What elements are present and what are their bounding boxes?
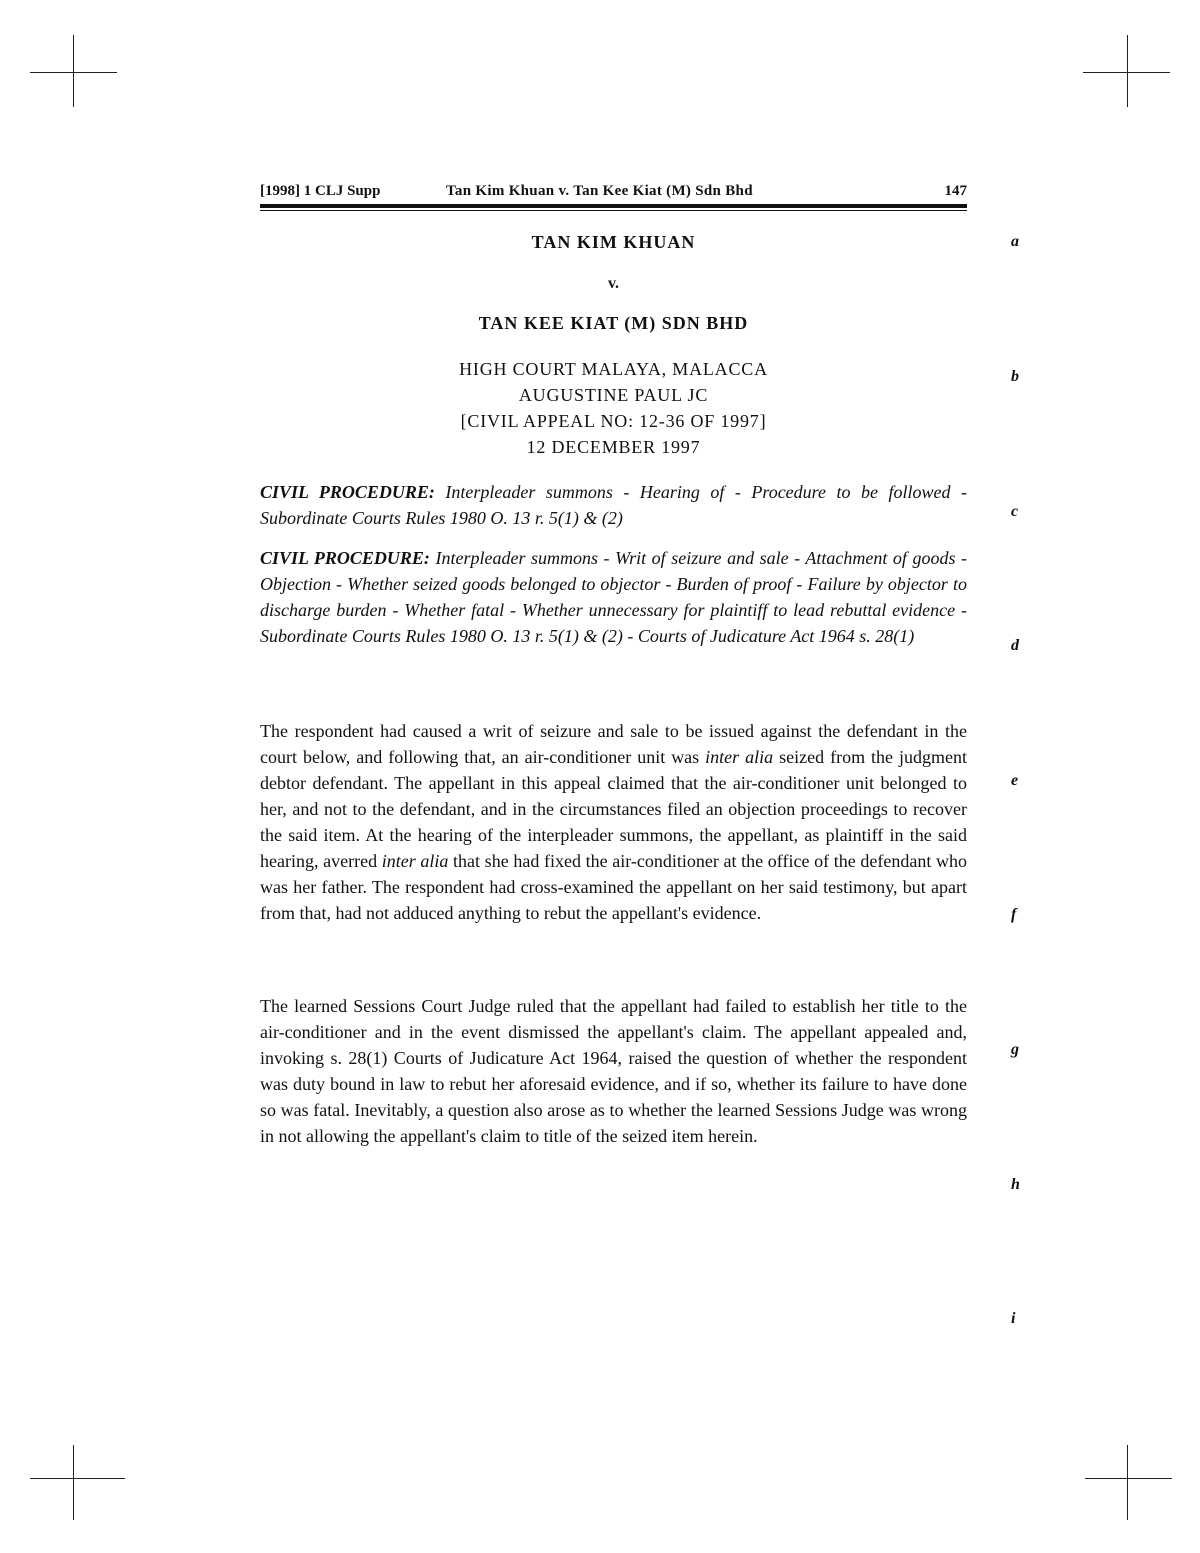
crop-mark-bottom-right-h [1085, 1478, 1172, 1479]
margin-letter-a: a [1011, 233, 1019, 250]
crop-mark-top-left-v [73, 35, 74, 107]
respondent-name: TAN KEE KIAT (M) SDN BHD [478, 313, 749, 333]
header-citation: [1998] 1 CLJ Supp [260, 183, 381, 199]
margin-letter-b: b [1011, 368, 1019, 385]
header-rule-thick [260, 204, 967, 208]
catchword-head: CIVIL PROCEDURE: [260, 482, 435, 502]
paragraph-text: that she had fixed the air-conditioner at the office of the defendant who was her father. The respondent had cross-examined the appellant on her said testimony, but apart from that, had not adduced anything to rebut the appellant's evidence. [260, 851, 967, 923]
judgment-date: 12 DECEMBER 1997 [526, 437, 701, 457]
headnote-paragraph-2: The learned Sessions Court Judge ruled that the appellant had failed to establish her title to the air-conditioner and in the event dismissed the appellant's claim. The appellant appealed and, invoking s. 28(1) Courts of Judicature Act 1964, raised the question of whether the respondent was duty bound in law to rebut her aforesaid evidence, and if so, whether its failure to have done so was fatal. Inevitably, a question also arose as to whether the learned Sessions Judge was wrong in not allowing the appellant's claim to title of the seized item herein. [260, 996, 967, 1146]
margin-letter-h: h [1011, 1176, 1020, 1193]
catchword-2 [260, 545, 967, 649]
court-name: HIGH COURT MALAYA, MALACCA [459, 359, 768, 379]
header-running-title: Tan Kim Khuan v. Tan Kee Kiat (M) Sdn Bhd [446, 183, 753, 199]
case-title-block [260, 229, 967, 460]
margin-letter-g: g [1011, 1041, 1019, 1058]
court-details [260, 356, 967, 460]
margin-letter-c: c [1011, 503, 1019, 520]
crop-mark-bottom-left-v [73, 1445, 74, 1520]
margin-letter-e: e [1011, 772, 1019, 789]
catchword-1 [260, 479, 967, 531]
latin-phrase: inter alia [705, 747, 774, 767]
latin-phrase: inter alia [381, 851, 449, 871]
paragraph-text: The respondent had caused a writ of seizure and sale to be issued against the defendant in the court below, and following that, an air-conditioner unit was [260, 721, 967, 767]
crop-mark-top-right-v [1127, 35, 1128, 107]
catchword-head: CIVIL PROCEDURE: [260, 548, 430, 568]
headnote-paragraph-1 [260, 718, 967, 926]
paragraph-text: seized from the judgment debtor defendant. The appellant in this appeal claimed that the air-conditioner unit belonged to her, and not to the defendant, and in the circumstances filed an objection proceedings to recover the said item. At the hearing of the interpleader summons, the appellant, as plaintiff in the said hearing, averred [260, 747, 968, 871]
header-rule-thin [260, 210, 967, 211]
margin-letter-d: d [1011, 637, 1019, 654]
header-page-number: 147 [944, 183, 967, 199]
appeal-number: [CIVIL APPEAL NO: 12-36 OF 1997] [460, 411, 767, 431]
margin-letter-i: i [1011, 1310, 1016, 1327]
crop-mark-bottom-left-h [30, 1478, 125, 1479]
crop-mark-bottom-right-v [1127, 1445, 1128, 1520]
margin-letter-f: f [1011, 906, 1017, 923]
appellant-name: TAN KIM KHUAN [531, 232, 696, 252]
judge-name: AUGUSTINE PAUL JC [518, 385, 709, 405]
catchword-text: Interpleader summons - Hearing of - Procedure to be followed - Subordinate Courts Rules 1980 O. 13 r. 5(1) & (2) [260, 482, 967, 528]
catchword-text: Interpleader summons - Writ of seizure and sale - Attachment of goods - Objection - Whether seized goods belonged to objector - Burden of proof - Failure by objector to discharge burden - Whether fatal - Whether unnecessary for plaintiff to lead rebuttal evidence - Subordinate Courts Rules 1980 O. 13 r. 5(1) & (2) - Courts of Judicature Act 1964 s. 28(1) [260, 548, 967, 646]
versus: v. [607, 275, 620, 292]
